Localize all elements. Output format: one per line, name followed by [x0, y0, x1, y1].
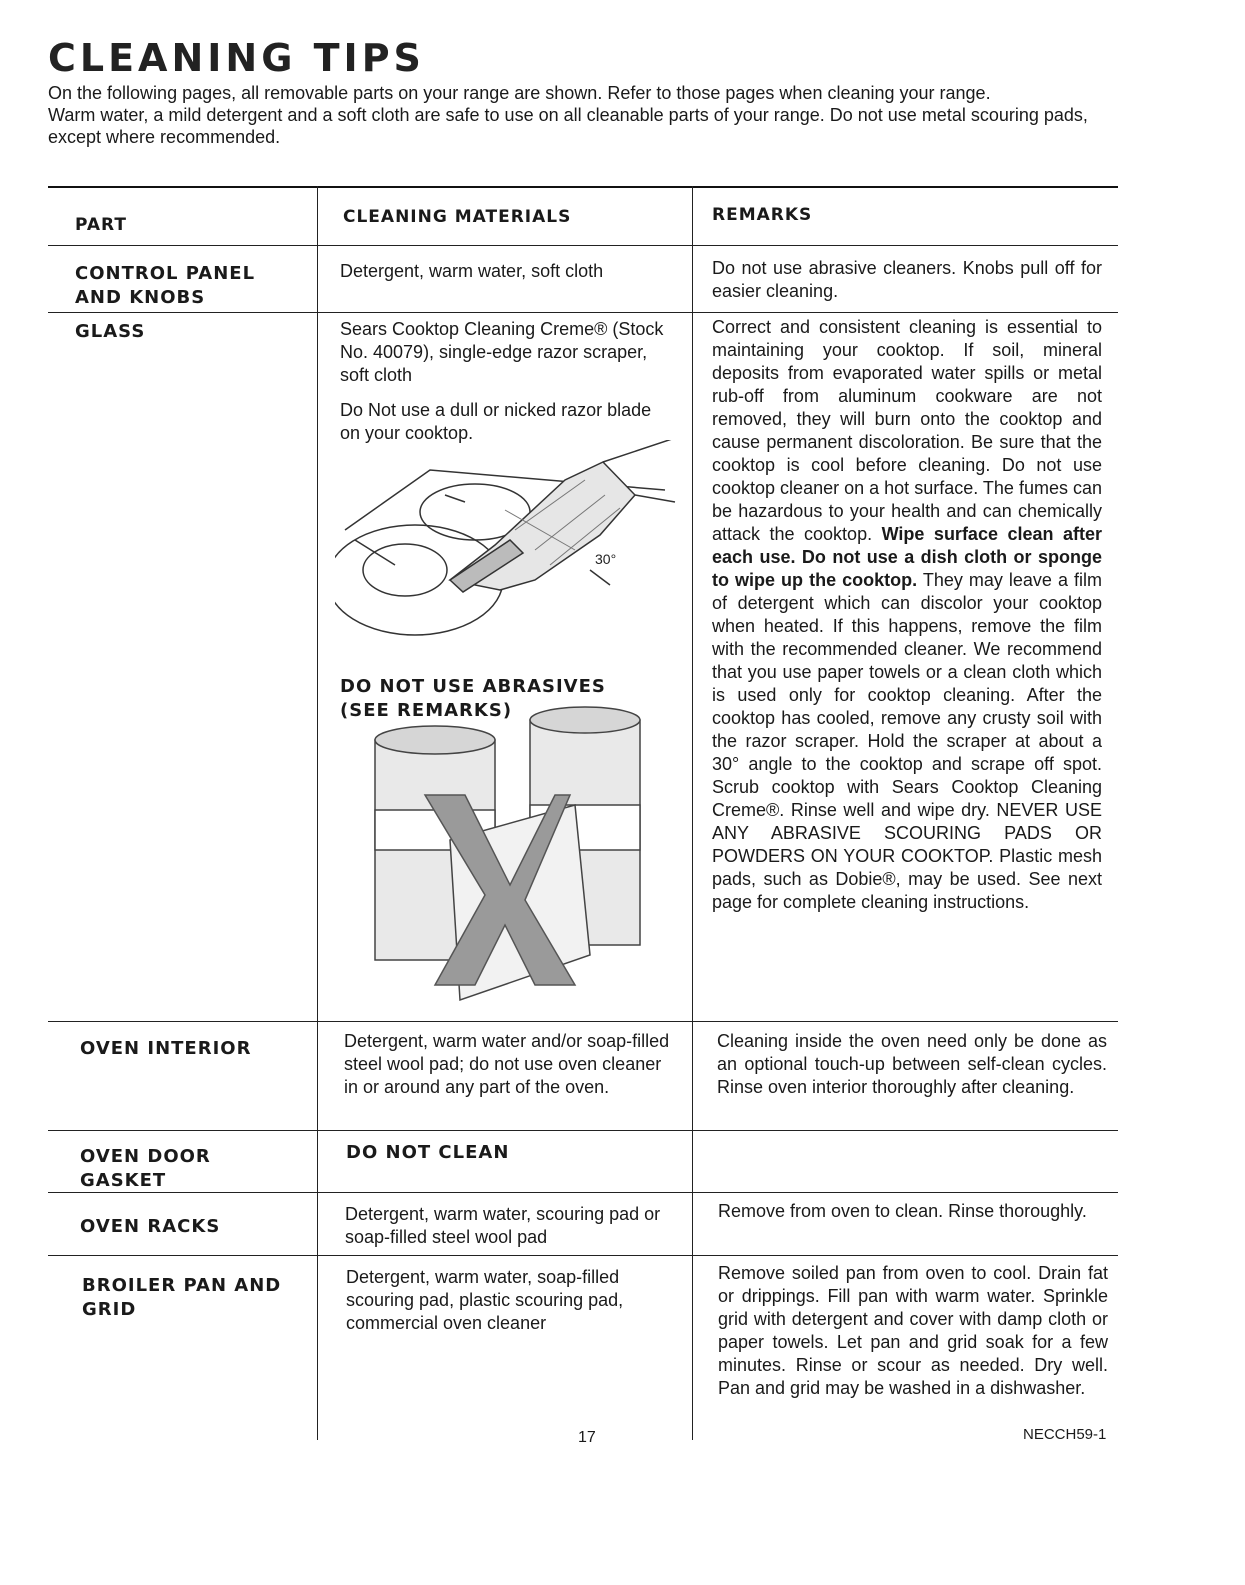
part-oven-interior: OVEN INTERIOR [80, 1038, 252, 1059]
razor-scraper-illustration [335, 440, 680, 650]
page-title: CLEANING TIPS [48, 36, 425, 80]
abrasives-warning: DO NOT USE ABRASIVES (SEE REMARKS) [340, 676, 606, 721]
row-rule [48, 312, 1118, 313]
part-oven-racks: OVEN RACKS [80, 1216, 221, 1237]
part-control-panel: CONTROL PANEL AND KNOBS [75, 263, 256, 308]
column-header-part: PART [75, 215, 127, 235]
part-broiler-pan-and-grid: BROILER PAN AND GRID [82, 1275, 282, 1320]
intro-text [48, 82, 1128, 148]
row-rule [48, 1130, 1118, 1131]
page-number: 17 [578, 1429, 596, 1446]
no-abrasives-illustration [365, 700, 655, 1015]
table-top-rule [48, 186, 1118, 188]
document-code: NECCH59-1 [1023, 1426, 1107, 1443]
intro-paragraph-2: Warm water, a mild detergent and a soft cloth are safe to use on all cleanable parts of your range. Do not use metal scouring pads, except where recommended. [48, 105, 1088, 147]
remarks-glass [712, 316, 1102, 914]
remarks-glass-part-2: They may leave a film of detergent which can discolor your cooktop when heated. If this happens, remove the film with the recommended cleaner. We recommend that you use paper towels or a clean cloth which is used only for cooktop cleaning. After the cooktop has cooled, remove any crusty soil with the razor scraper. Hold the scraper at about a 30° angle to the cooktop and scrape off spot. Scrub cooktop with Sears Cooktop Cleaning Creme®. Rinse well and wipe dry. NEVER USE ANY ABRASIVE SCOURING PADS OR POWDERS ON YOUR COOKTOP. Plastic mesh pads, such as Dobie®, may be used. See next page for complete cleaning instructions. [712, 570, 1102, 912]
materials-oven-interior: Detergent, warm water and/or soap-filled steel wool pad; do not use oven cleaner in or around any part of the oven. [344, 1031, 670, 1097]
remarks-glass-part-1: Correct and consistent cleaning is essential to maintaining your cooktop. If soil, mineral deposits from evaporated water spills or metal rub-off from aluminum cookware are not removed, they will burn onto the cooktop and cause permanent discoloration. Be sure that the cooktop is cool before cleaning. Do not use cooktop cleaner on a hot surface. The fumes can be hazardous to your health and can chemically attack the cooktop. [712, 317, 1102, 544]
header-rule [48, 245, 1118, 246]
materials-control-panel: Detergent, warm water, soft cloth [340, 261, 604, 281]
column-divider [692, 186, 693, 1440]
remarks-glass-bold: Wipe surface clean after each use. Do not use a dish cloth or sponge to wipe up the cooktop. [712, 524, 1102, 590]
materials-broiler-pan-and-grid: Detergent, warm water, soap-filled scouring pad, plastic scouring pad, commercial oven cleaner [346, 1267, 624, 1333]
column-header-materials: CLEANING MATERIALS [343, 207, 572, 227]
materials-oven-racks: Detergent, warm water, scouring pad or soap-filled steel wool pad [345, 1204, 661, 1247]
part-oven-door-gasket: OVEN DOOR GASKET [80, 1146, 211, 1191]
scraper-angle-label: 30° [595, 551, 617, 567]
materials-glass: Sears Cooktop Cleaning Creme® (Stock No. 40079), single-edge razor scraper, soft cloth [340, 319, 664, 385]
remarks-broiler-pan-and-grid: Remove soiled pan from oven to cool. Drain fat or drippings. Fill pan with warm water. Sprinkle grid with detergent and cover with damp cloth or paper towels. Let pan and grid soak for a few minutes. Rinse or scour as needed. Dry well. Pan and grid may be washed in a dishwasher. [718, 1263, 1108, 1398]
column-divider [317, 186, 318, 1440]
remarks-oven-interior: Cleaning inside the oven need only be done as an optional touch-up between self-clean cycles. Rinse oven interior thoroughly after cleaning. [717, 1031, 1107, 1097]
remarks-control-panel: Do not use abrasive cleaners. Knobs pull off for easier cleaning. [712, 258, 1102, 301]
row-rule [48, 1021, 1118, 1022]
remarks-oven-racks: Remove from oven to clean. Rinse thoroughly. [718, 1201, 1087, 1221]
part-glass: GLASS [75, 321, 146, 342]
intro-paragraph-1: On the following pages, all removable parts on your range are shown. Refer to those pages when cleaning your range. [48, 83, 991, 103]
materials-oven-door-gasket: DO NOT CLEAN [346, 1142, 510, 1163]
materials-glass-note: Do Not use a dull or nicked razor blade on your cooktop. [340, 400, 652, 443]
row-rule [48, 1255, 1118, 1256]
column-header-remarks: REMARKS [712, 205, 813, 225]
